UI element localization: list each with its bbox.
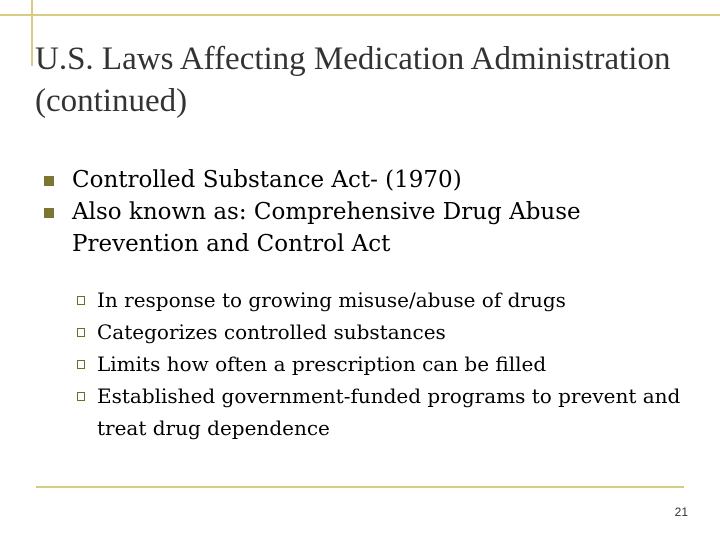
hollow-square-bullet-icon bbox=[77, 296, 85, 305]
top-accent-line bbox=[0, 14, 720, 16]
main-bullet-list bbox=[44, 164, 694, 260]
bullet-text: Controlled Substance Act- (1970) bbox=[72, 167, 462, 193]
hollow-square-bullet-icon bbox=[77, 360, 85, 369]
slide-title: U.S. Laws Affecting Medication Administration (continued) bbox=[35, 41, 671, 119]
hollow-square-bullet-icon bbox=[77, 392, 85, 401]
sub-bullet-item bbox=[73, 348, 693, 380]
bullet-item-controlled-substance-act bbox=[44, 164, 694, 196]
filled-square-bullet-icon bbox=[44, 208, 54, 218]
hollow-square-bullet-icon bbox=[77, 328, 85, 337]
sub-bullet-item bbox=[73, 316, 693, 348]
sub-bullet-item bbox=[73, 284, 693, 316]
sub-bullet-text: In response to growing misuse/abuse of drugs bbox=[97, 288, 566, 312]
page-number: 21 bbox=[674, 505, 688, 519]
bottom-accent-line bbox=[36, 486, 684, 488]
left-accent-line bbox=[31, 0, 33, 66]
sub-bullet-list bbox=[73, 284, 693, 444]
sub-bullet-text: Limits how often a prescription can be filled bbox=[97, 352, 547, 376]
filled-square-bullet-icon bbox=[44, 176, 54, 186]
sub-bullet-text: Established government-funded programs to prevent and treat drug dependence bbox=[97, 384, 681, 440]
sub-bullet-item bbox=[73, 380, 693, 444]
sub-bullet-text: Categorizes controlled substances bbox=[97, 320, 446, 344]
bullet-text: Also known as: Comprehensive Drug Abuse Prevention and Control Act bbox=[72, 199, 581, 257]
bullet-item-also-known-as bbox=[44, 196, 694, 260]
